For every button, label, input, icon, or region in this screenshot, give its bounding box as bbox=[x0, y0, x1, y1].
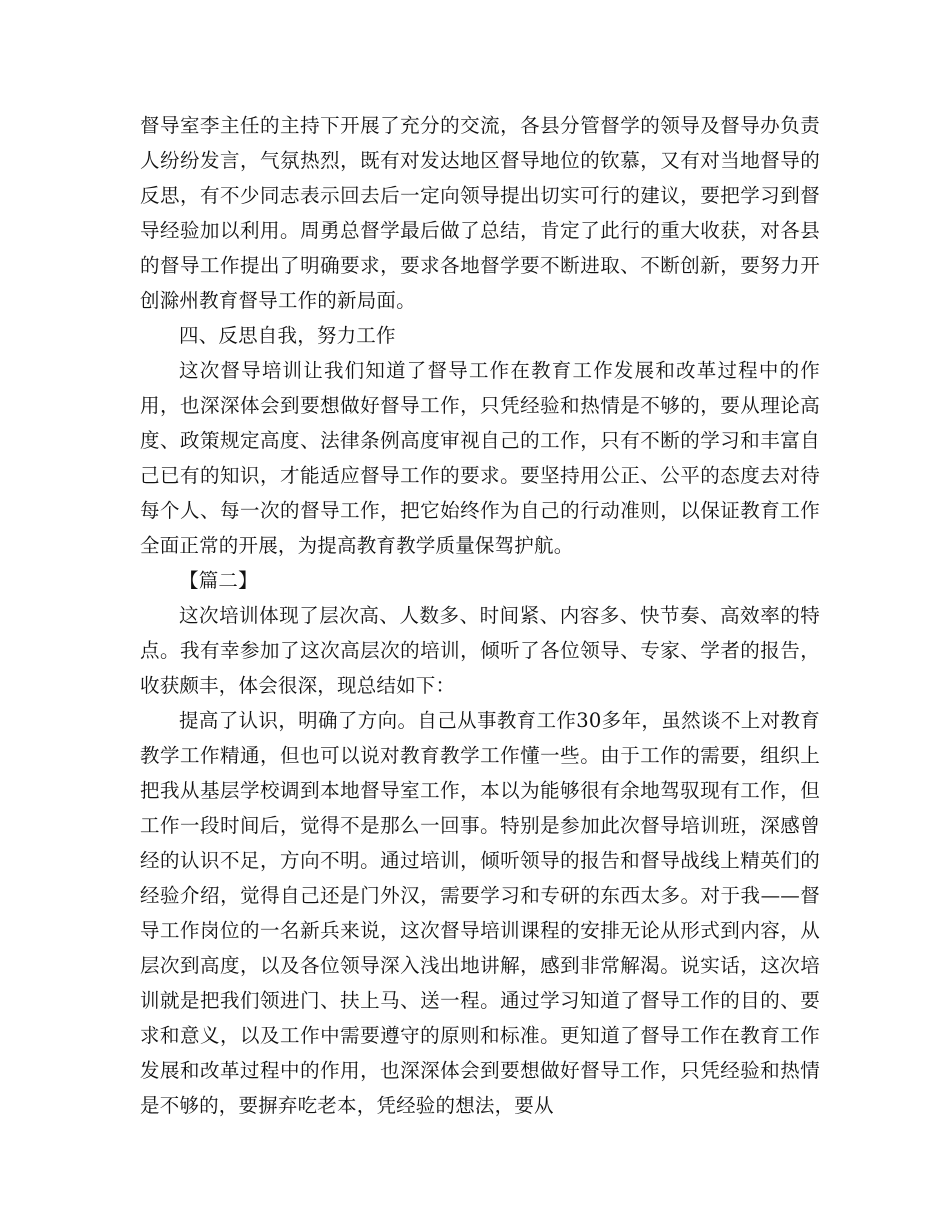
part-two-heading: 【篇二】 bbox=[179, 569, 258, 592]
paragraph-continuation: 督导室李主任的主持下开展了充分的交流，各县分管督学的领导及督导办负责人纷纷发言，气氛热烈，既有对发达地区督导地位的钦慕，又有对当地督导的反思，有不少同志表示回去后一定向领导提出切实可行的建议，要把学习到督导经验加以利用。周勇总督学最后做了总结，肯定了此行的重大收获，对各县的督导工作提出了明确要求，要求各地督学要不断进取、不断创新，要努力开创滁州教育督导工作的新局面。 bbox=[140, 114, 820, 312]
paragraph-raised-awareness: 提高了认识，明确了方向。自己从事教育工作30多年，虽然谈不上对教育教学工作精通，但也可以说对教育教学工作懂一些。由于工作的需要，组织上把我从基层学校调到本地督导室工作，本以为能够很有余地驾驭现有工作，但工作一段时间后，觉得不是那么一回事。特别是参加此次督导培训班，深感曾经的认识不足，方向不明。通过培训，倾听领导的报告和督导战线上精英们的经验介绍，觉得自己还是门外汉，需要学习和专研的东西太多。对于我——督导工作岗位的一名新兵来说，这次督导培训课程的安排无论从形式到内容，从层次到高度，以及各位领导深入浅出地讲解，感到非常解渴。说实话，这次培训就是把我们领进门、扶上马、送一程。通过学习知道了督导工作的目的、要求和意义，以及工作中需要遵守的原则和标准。更知道了督导工作在教育工作发展和改革过程中的作用，也深深体会到要想做好督导工作，只凭经验和热情是不够的，要摒弃吃老本，凭经验的想法，要从 bbox=[140, 709, 820, 1117]
document-body bbox=[140, 108, 820, 1123]
paragraph-reflect-body: 这次督导培训让我们知道了督导工作在教育工作发展和改革过程中的作用，也深深体会到要想做好督导工作，只凭经验和热情是不够的，要从理论高度、政策规定高度、法律条例高度审视自己的工作，只有不断的学习和丰富自己已有的知识，才能适应督导工作的要求。要坚持用公正、公平的态度去对待每个人、每一次的督导工作，把它始终作为自己的行动准则，以保证教育工作全面正常的开展，为提高教育教学质量保驾护航。 bbox=[140, 359, 820, 557]
paragraph-training-intro: 这次培训体现了层次高、人数多、时间紧、内容多、快节奏、高效率的特点。我有幸参加了这次高层次的培训，倾听了各位领导、专家、学者的报告，收获颇丰，体会很深，现总结如下： bbox=[140, 604, 820, 697]
section-heading-reflect: 四、反思自我，努力工作 bbox=[179, 324, 396, 347]
